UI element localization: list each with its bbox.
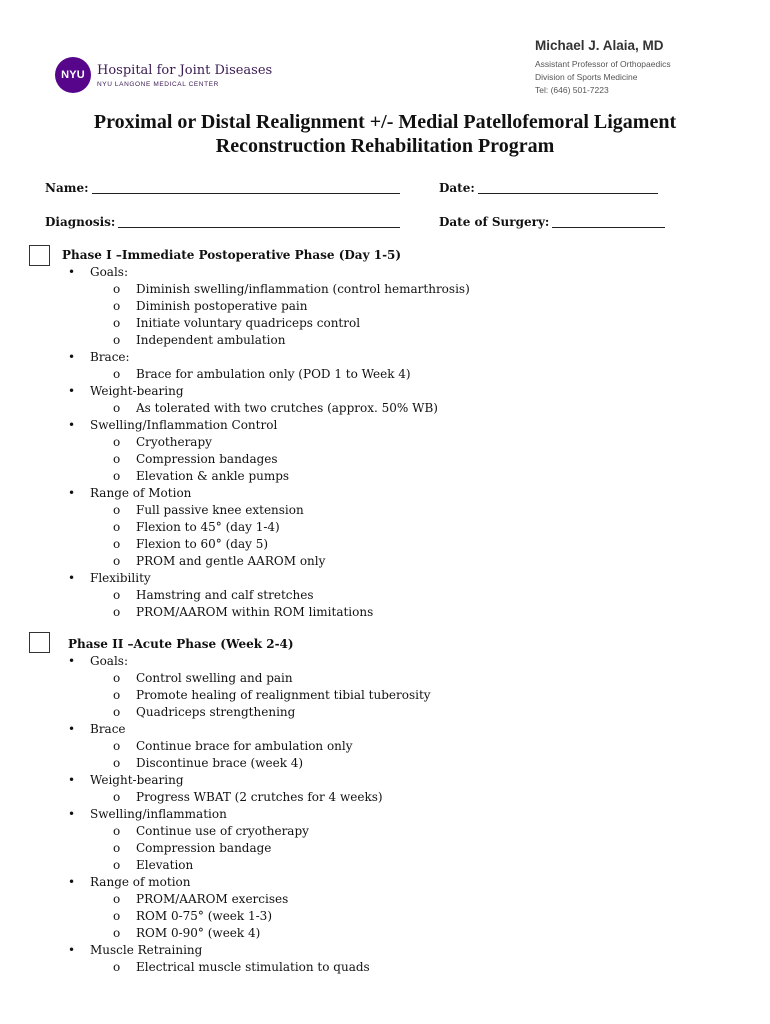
sub-list-item: o Continue use of cryotherapy [62,823,752,840]
sub-list-item: o Independent ambulation [62,332,752,349]
sub-list-item: o Diminish swelling/inflammation (control hemarthrosis) [62,281,752,298]
nyu-logo-icon: NYU [55,57,91,93]
sub-list-item: o Hamstring and calf stretches [62,587,752,604]
title-line-2: Reconstruction Rehabilitation Program [215,135,555,157]
phase-2-checkbox[interactable] [29,632,50,653]
list-item: • Brace: [62,349,752,366]
sub-list-item: o Discontinue brace (week 4) [62,755,752,772]
date-of-surgery-line[interactable] [552,215,665,228]
list-item: • Range of Motion [62,485,752,502]
title-line-1: Proximal or Distal Realignment +/- Medial Patellofemoral Ligament [93,111,677,133]
phase-1-checkbox[interactable] [29,245,50,266]
date-line[interactable] [478,181,658,194]
sub-list-item: o PROM/AAROM exercises [62,891,752,908]
sub-list-item: o Quadriceps strengthening [62,704,752,721]
doctor-division: Division of Sports Medicine [535,72,638,82]
doctor-tel: Tel: (646) 501-7223 [535,85,609,95]
sub-list-item: o Elevation [62,857,752,874]
list-item: • Weight-bearing [62,772,752,789]
list-item: • Goals: [62,264,752,281]
sub-list-item: o Control swelling and pain [62,670,752,687]
doctor-title: Assistant Professor of Orthopaedics [535,59,671,69]
date-label: Date: [439,181,475,195]
name-line[interactable] [92,181,400,194]
diagnosis-field[interactable] [45,215,400,229]
name-label: Name: [45,181,89,195]
sub-list-item: o Flexion to 60° (day 5) [62,536,752,553]
sub-list-item: o Electrical muscle stimulation to quads [62,959,752,976]
phase-2-list [62,653,752,976]
list-item: • Goals: [62,653,752,670]
diagnosis-label: Diagnosis: [45,215,116,229]
sub-list-item: o PROM and gentle AAROM only [62,553,752,570]
doctor-info [535,38,671,97]
sub-list-item: o Diminish postoperative pain [62,298,752,315]
sub-list-item: o As tolerated with two crutches (approx. 50% WB) [62,400,752,417]
sub-list-item: o Cryotherapy [62,434,752,451]
list-item: • Brace [62,721,752,738]
list-item: • Swelling/inflammation [62,806,752,823]
sub-list-item: o Compression bandage [62,840,752,857]
sub-list-item: o Compression bandages [62,451,752,468]
doctor-name: Michael J. Alaia, MD [535,38,664,53]
sub-list-item: o Full passive knee extension [62,502,752,519]
hospital-logo [55,57,272,93]
phase-1-title: Phase I –Immediate Postoperative Phase (Day 1-5) [62,248,402,262]
list-item: • Muscle Retraining [62,942,752,959]
document-title [0,110,770,158]
list-item: • Range of motion [62,874,752,891]
sub-list-item: o Flexion to 45° (day 1-4) [62,519,752,536]
sub-list-item: o PROM/AAROM within ROM limitations [62,604,752,621]
sub-list-item: o Brace for ambulation only (POD 1 to Week 4) [62,366,752,383]
sub-list-item: o Promote healing of realignment tibial tuberosity [62,687,752,704]
date-field[interactable] [439,181,658,195]
sub-list-item: o ROM 0-90° (week 4) [62,925,752,942]
phase-2-title: Phase II –Acute Phase (Week 2-4) [68,637,294,651]
hospital-name: Hospital for Joint Diseases [97,62,273,78]
list-item: • Flexibility [62,570,752,587]
sub-list-item: o Continue brace for ambulation only [62,738,752,755]
list-item: • Swelling/Inflammation Control [62,417,752,434]
sub-list-item: o ROM 0-75° (week 1-3) [62,908,752,925]
list-item: • Weight-bearing [62,383,752,400]
name-field[interactable] [45,181,400,195]
phase-1-section [62,247,752,621]
sub-list-item: o Progress WBAT (2 crutches for 4 weeks) [62,789,752,806]
date-of-surgery-label: Date of Surgery: [439,215,550,229]
date-of-surgery-field[interactable] [439,215,665,229]
hospital-subtitle: NYU LANGONE MEDICAL CENTER [97,80,219,88]
sub-list-item: o Elevation & ankle pumps [62,468,752,485]
phase-2-section [68,636,758,653]
diagnosis-line[interactable] [118,215,400,228]
sub-list-item: o Initiate voluntary quadriceps control [62,315,752,332]
